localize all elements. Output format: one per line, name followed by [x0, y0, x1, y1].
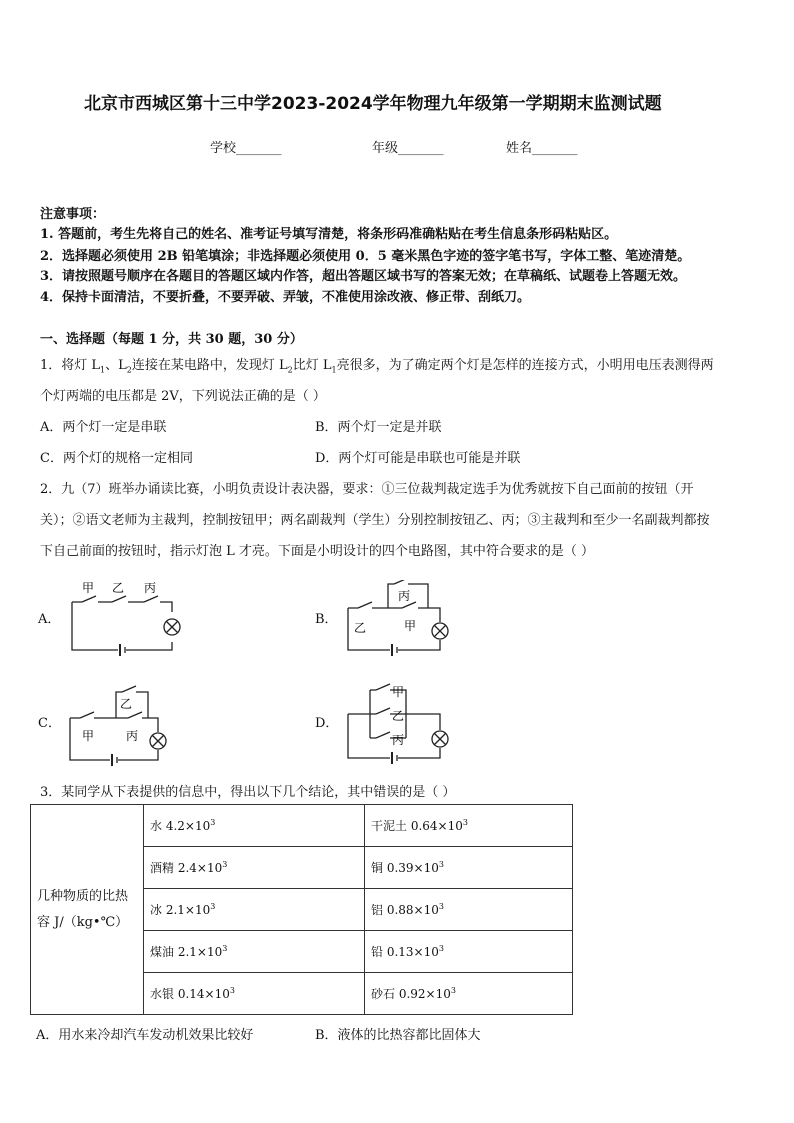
- q2-stem-line3: 下自己前面的按钮时，指示灯泡 L 才亮。下面是小明设计的四个电路图，其中符合要求的是（ ）: [40, 544, 595, 559]
- notice-item: 3．请按照题号顺序在各题目的答题区域内作答，超出答题区域书写的答案无效；在草稿纸、试题卷上答题无效。: [40, 269, 687, 284]
- q2-stem-line1: 2．九（7）班举办诵读比赛，小明负责设计表决器，要求：①三位裁判裁定选手为优秀就按下自己面前的按钮（开: [40, 482, 694, 497]
- q3-stem: 3．某同学从下表提供的信息中，得出以下几个结论，其中错误的是（ ）: [40, 785, 456, 800]
- q3-option-a[interactable]: A．用水来冷却汽车发动机效果比较好: [36, 1028, 254, 1043]
- grade-field[interactable]: 年级_______: [372, 141, 444, 156]
- table-cell: 冰 $2.1\times 10^3$: [144, 889, 365, 931]
- table-cell: 水银 $0.14\times 10^3$: [144, 973, 365, 1015]
- table-cell: 砂石 $0.92\times 10^3$: [365, 973, 573, 1015]
- notice-item: 1. 答题前，考生先将自己的姓名、准考证号填写清楚，将条形码准确粘贴在考生信息条形码粘贴区。: [40, 227, 618, 242]
- switch-yi-label: 乙: [354, 621, 367, 635]
- switch-bing-label: 丙: [398, 589, 411, 603]
- circuit-diagram-c: [60, 680, 190, 770]
- q2-option-d[interactable]: D．: [315, 716, 339, 731]
- circuit-diagram-a: [60, 580, 200, 660]
- q3-option-b[interactable]: B．液体的比热容都比固体大: [315, 1028, 481, 1043]
- q2-option-a[interactable]: A．: [38, 612, 61, 627]
- circuit-diagram-d: [340, 680, 470, 770]
- notice-item: 4．保持卡面清洁，不要折叠，不要弄破、弄皱，不准使用涂改液、修正带、刮纸刀。: [40, 290, 531, 305]
- notice-item: 2．选择题必须使用 2B 铅笔填涂；非选择题必须使用 0．5 毫米黑色字迹的签字笔书写，字体工整、笔迹清楚。: [40, 249, 691, 264]
- switch-bing-label: 丙: [392, 733, 405, 747]
- switch-yi-label: 乙: [392, 709, 405, 723]
- switch-jia-label: 甲: [392, 685, 405, 699]
- q1-option-b[interactable]: B．两个灯一定是并联: [315, 420, 442, 435]
- q1-option-d[interactable]: D．两个灯可能是串联也可能是并联: [315, 451, 521, 466]
- q1-stem-line2: 个灯两端的电压都是 2V，下列说法正确的是（ ）: [40, 389, 326, 404]
- table-cell: 酒精 $2.4\times 10^3$: [144, 847, 365, 889]
- table-row: [31, 805, 573, 847]
- q1-stem-line1: 1．将灯 $L_1$、$L_2$连接在某电路中，发现灯 $L_2$比灯 $L_1$亮很多，为了确定两个灯是怎样的连接方式，小明用电压表测得两: [40, 358, 714, 375]
- school-field[interactable]: 学校_______: [210, 141, 282, 156]
- q1-option-c[interactable]: C．两个灯的规格一定相同: [40, 451, 193, 466]
- switch-bing-label: 丙: [126, 729, 139, 743]
- name-field[interactable]: 姓名_______: [506, 141, 578, 156]
- table-cell: 干泥土 $0.64\times 10^3$: [365, 805, 573, 847]
- table-cell: 煤油 $2.1\times 10^3$: [144, 931, 365, 973]
- page-title: 北京市西城区第十三中学2023-2024学年物理九年级第一学期期末监测试题: [84, 94, 662, 114]
- table-cell: 水 $4.2\times 10^3$: [144, 805, 365, 847]
- section-heading: 一、选择题（每题 1 分，共 30 题，30 分）: [40, 332, 303, 347]
- q2-option-b[interactable]: B．: [315, 612, 338, 627]
- table-cell: 铜 $0.39\times 10^3$: [365, 847, 573, 889]
- switch-yi-label: 乙: [112, 581, 125, 595]
- q2-stem-line2: 关）；②语文老师为主裁判，控制按钮甲；两名副裁判（学生）分别控制按钮乙、丙；③主裁判和至少一名副裁判都按: [40, 513, 710, 528]
- switch-jia-label: 甲: [82, 729, 95, 743]
- q2-option-c[interactable]: C．: [38, 716, 61, 731]
- switch-jia-label: 甲: [404, 619, 417, 633]
- q1-option-a[interactable]: A．两个灯一定是串联: [40, 420, 167, 435]
- table-cell: 铅 $0.13\times 10^3$: [365, 931, 573, 973]
- switch-jia-label: 甲: [82, 581, 95, 595]
- notice-heading: 注意事项：: [40, 207, 106, 222]
- switch-bing-label: 丙: [144, 581, 157, 595]
- specific-heat-table: [30, 804, 573, 1015]
- switch-yi-label: 乙: [120, 697, 133, 711]
- table-cell: 铝 $0.88\times 10^3$: [365, 889, 573, 931]
- table-label-cell: 几种物质的比热 容 J/（kg•℃）: [31, 805, 144, 1015]
- circuit-diagram-b: [340, 580, 470, 660]
